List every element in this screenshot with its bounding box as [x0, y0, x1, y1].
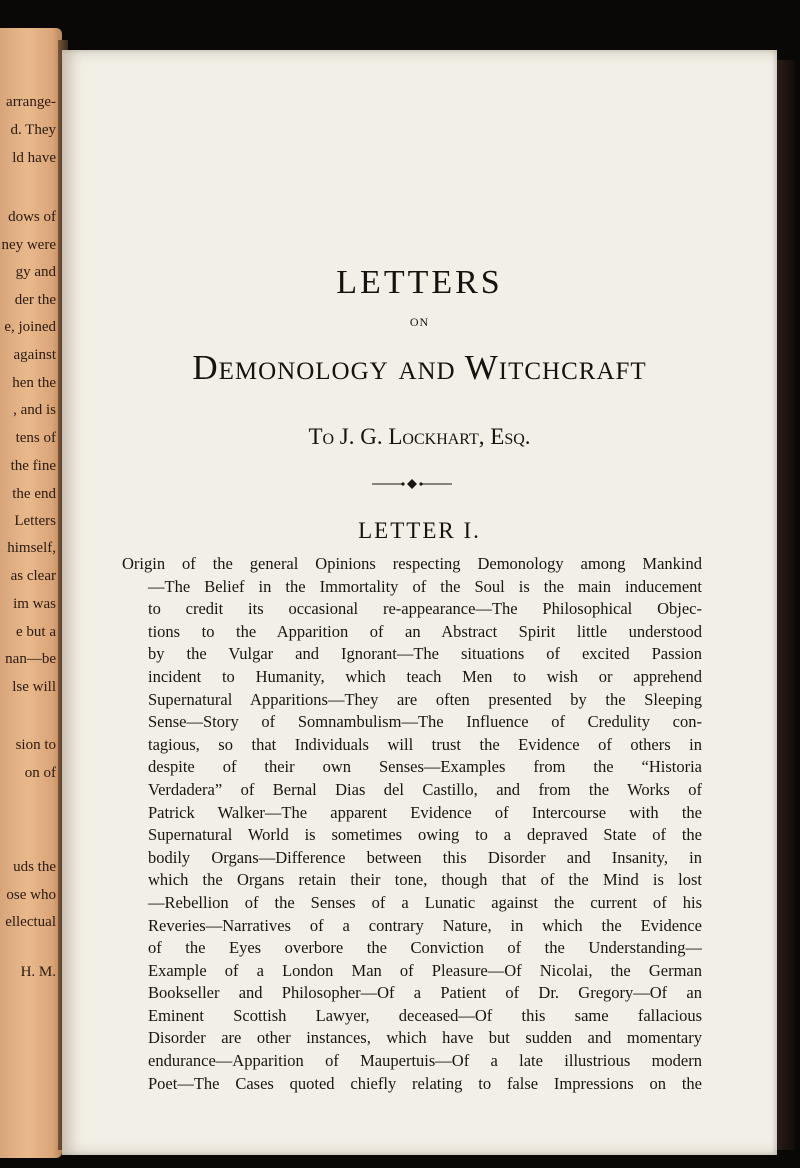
summary-line: of the Eyes overbore the Conviction of the Understanding—	[148, 938, 702, 958]
summary-line: Example of a London Man of Pleasure—Of Nicolai, the German	[148, 960, 702, 980]
left-page-text-fragment: der the	[14, 292, 56, 308]
left-page-text-fragment: im was	[13, 596, 56, 612]
summary-line: bodily Organs—Difference between this Disorder and Insanity, in	[148, 847, 702, 867]
summary-line: Supernatural World is sometimes owing to a depraved State of the	[148, 825, 702, 845]
left-page-text-fragment: uds the	[13, 859, 56, 875]
title-letters: LETTERS	[336, 264, 503, 301]
summary-line: tions to the Apparition of an Abstract Spirit little understood	[148, 621, 702, 641]
summary-line: —Rebellion of the Senses of a Lunatic against the current of his	[148, 892, 702, 912]
summary-line: Verdadera” of Bernal Dias del Castillo, and from the Works of	[148, 779, 702, 799]
letter-heading: LETTER I.	[358, 518, 481, 543]
summary-line: despite of their own Senses—Examples from the “Historia	[148, 757, 702, 777]
summary-line: —The Belief in the Immortality of the Soul is the main inducement	[148, 576, 702, 596]
left-page-text-fragment: , and is	[13, 402, 56, 418]
left-page-text-fragment: sion to	[15, 737, 56, 753]
summary-line: incident to Humanity, which teach Men to wish or apprehend	[148, 666, 702, 686]
left-page-text-fragment: on of	[24, 765, 56, 781]
left-page-text-fragment: ney were	[1, 237, 56, 253]
letter-summary	[122, 553, 702, 1095]
summary-line: Supernatural Apparitions—They are often presented by the Sleeping	[148, 689, 702, 709]
left-page-text-fragment: ld have	[12, 150, 56, 166]
summary-line: endurance—Apparition of Maupertuis—Of a late illustrious modern	[148, 1051, 702, 1071]
left-page-text-fragment: nan—be	[5, 651, 56, 667]
summary-line: Eminent Scottish Lawyer, deceased—Of this same fallacious	[148, 1005, 702, 1025]
summary-line: tagious, so that Individuals will trust the Evidence of others in	[148, 734, 702, 754]
left-page-text-fragment: tens of	[15, 430, 56, 446]
left-page-text-fragment: as clear	[10, 568, 56, 584]
summary-line: Sense—Story of Somnambulism—The Influence of Credulity con-	[148, 712, 702, 732]
summary-line: Patrick Walker—The apparent Evidence of Intercourse with the	[148, 802, 702, 822]
summary-line: which the Organs retain their tone, though that of the Mind is lost	[148, 870, 702, 890]
left-page-text-fragment: lse will	[12, 679, 56, 695]
summary-line: Origin of the general Opinions respecting Demonology among Mankind	[122, 554, 702, 573]
title-on: ON	[409, 315, 430, 329]
left-page-text-fragment: arrange-	[6, 94, 56, 110]
left-page-text-fragment: the fine	[10, 458, 56, 474]
title-main: Demonology and Witchcraft	[192, 348, 647, 387]
left-page-text-fragment: dows of	[8, 209, 56, 225]
summary-line: Reveries—Narratives of a contrary Nature, in which the Evidence	[148, 915, 702, 935]
left-page-text-fragment: d. They	[10, 122, 56, 138]
left-page-text-fragment: Letters	[14, 513, 56, 529]
left-page-edge	[0, 28, 62, 1158]
left-page-text-fragment: himself,	[7, 540, 56, 556]
left-page-text-fragment: against	[13, 347, 56, 363]
left-page-text-fragment: hen the	[12, 375, 56, 391]
left-page-text-fragment: gy and	[15, 264, 56, 280]
ornament-divider-icon	[370, 477, 454, 491]
left-page-text-fragment: e, joined	[4, 319, 56, 335]
left-page-text-fragment: H. M.	[20, 964, 56, 980]
left-page-text-fragment: the end	[12, 486, 56, 502]
summary-line: to credit its occasional re-appearance—The Philosophical Objec-	[148, 599, 702, 619]
summary-line: by the Vulgar and Ignorant—The situations of excited Passion	[148, 644, 702, 664]
summary-line: Disorder are other instances, which have but sudden and momentary	[148, 1028, 702, 1048]
dedication: To J. G. Lockhart, Esq.	[308, 424, 531, 449]
left-page-text-fragment: ose who	[6, 887, 56, 903]
summary-line: Poet—The Cases quoted chiefly relating to false Impressions on the	[148, 1073, 702, 1093]
book-cover-edge	[777, 60, 795, 1150]
book-page	[62, 50, 777, 1155]
summary-line: Bookseller and Philosopher—Of a Patient of Dr. Gregory—Of an	[148, 983, 702, 1003]
left-page-text-fragment: ellectual	[5, 914, 56, 930]
left-page-text-fragment: e but a	[16, 624, 56, 640]
